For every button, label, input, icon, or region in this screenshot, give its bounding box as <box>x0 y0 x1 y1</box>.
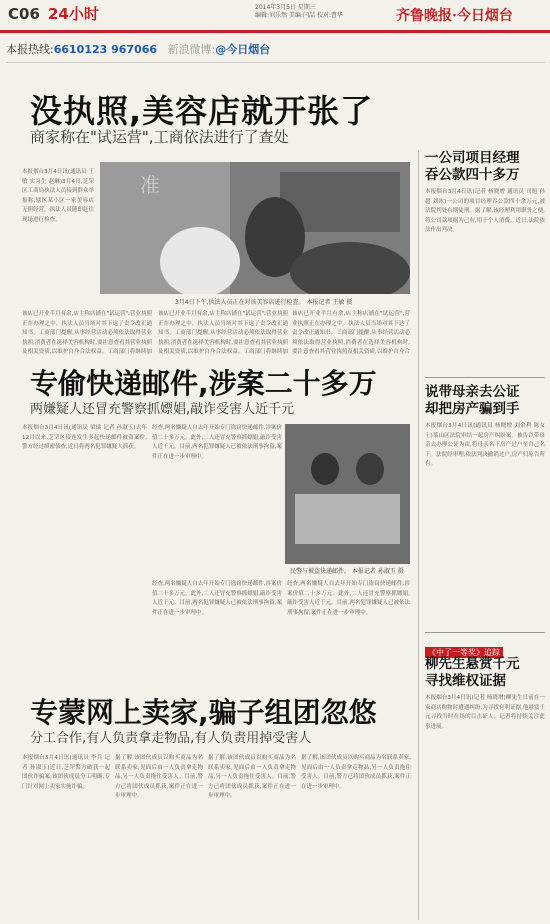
sidebar2-title <box>425 384 520 418</box>
sidebar2-body: 本报烟台3月4日讯(通讯员 杨晓增 刘金利 陈女士)莱山区法院审结一起房产纠纷案。被告以带母亲去办理公证为由,将母亲名下房产过户至自己名下。法院经审理,依法判决撤销过户,房产归原告所有。 <box>425 423 545 467</box>
article1-photo-graphic <box>100 162 410 294</box>
sidebar1-title-line2: 吞公款四十多万 <box>425 167 520 183</box>
sidebar2-title-line2: 却把房产骗到手 <box>425 401 520 417</box>
editor-text: 编辑:刘乐然 美编:闫喆 校对:曹华 <box>255 12 343 19</box>
article1-photo-caption: 3月4日下午,执法人员正在对该美容店进行检查。 本报记者 王敏 摄 <box>175 299 353 306</box>
article3-body-col3: 据了解,该团伙成员以购买商品为名联系卖家,见面后由一人负责拿走物品,另一人负责拖住受害人。目前,警方已将团伙成员抓获,案件正在进一步审理中。 <box>208 755 296 799</box>
hotline-numbers: 6610123 967066 <box>53 43 158 56</box>
sidebar1-body: 本报烟台3月4日讯(记者 杨晓增 通讯员 司旭 孙超 刘冰)一公司的项目经理吞公款四十余万元,被法院判处有期徒刑。据了解,该经理利用职务之便,将公司款项据为己有,用于个人消费。近日,法院依法作出判决。 <box>425 189 545 233</box>
article3-body-col4: 据了解,该团伙成员以购买商品为名联系卖家,见面后由一人负责拿走物品,另一人负责拖住受害人。目前,警方已将团伙成员抓获,案件正在进一步审理中。 <box>301 755 411 790</box>
article1-lead: 本报烟台3月4日讯(通讯员 王敏 实习生 赵琳)3月4日,芝罘区工商局执法人员接到群众举报称,辖区某小区一家美容店无照经营。执法人员随即赶往现场进行检查。 <box>22 169 94 223</box>
article2-subhead: 两嫌疑人还冒充警察抓嫖娼,敲诈受害人近千元 <box>30 402 295 417</box>
sidebar3-title-line1: 柳先生悬赏千元 <box>425 656 520 672</box>
article2-body-col2: 经查,两名嫌疑人自去年开始专门盗窃快递邮件,涉案价值二十多万元。此外,二人还冒充警察抓嫖娼,敲诈受害人近千元。目前,两名犯罪嫌疑人已被依法刑事拘留,案件正在进一步审理中。 <box>152 425 282 460</box>
article1-body-col1: 该店已开业半月有余,店主称店铺在"试运营",营业执照正在办理之中。执法人员当场对其下达了责令改正通知书。工商部门提醒,从事经营活动必须依法取得营业执照,消费者在选择美容机构时,要注意查看其营业执照及相关资质,以维护自身合法权益。工商部门将继续加 <box>22 311 152 355</box>
sidebar1-title <box>425 150 520 184</box>
weibo-label: 新浪微博: <box>167 43 216 56</box>
article2-photo-caption: 民警与被盗快递邮件。 本报记者 孙淑玉 摄 <box>290 568 404 575</box>
article2-body-col4: 经查,两名嫌疑人自去年开始专门盗窃快递邮件,涉案价值二十多万元。此外,二人还冒充警察抓嫖娼,敲诈受害人近千元。目前,两名犯罪嫌疑人已被依法刑事拘留,案件正在进一步审理中。 <box>287 581 410 616</box>
article3-lead: 本报烟台3月4日讯(通讯员 李兵 记者 孙淑玉)近日,芝罘警方破获一起团伙诈骗案,该团伙成员分工明确,专门针对网上卖家实施诈骗。 <box>22 755 110 790</box>
sidebar3-body: 本报烟台3月4日讯(记者 杨晓增)柳先生日前在一家商店购物时遭遇纠纷,为寻找有利证据,他悬赏千元寻找当时在场的目击证人。记者将持续关注此事进展。 <box>425 695 545 730</box>
hotline-label: 本报热线: <box>6 43 54 56</box>
svg-text:准: 准 <box>140 173 160 197</box>
sidebar-rule-1 <box>425 377 545 378</box>
article1-body-col2: 该店已开业半月有余,店主称店铺在"试运营",营业执照正在办理之中。执法人员当场对其下达了责令改正通知书。工商部门提醒,从事经营活动必须依法取得营业执照,消费者在选择美容机构时,要注意查看其营业执照及相关资质,以维护自身合法权益。工商部门将继续加 <box>158 311 288 355</box>
article2-headline: 专偷快递邮件,涉案二十多万 <box>30 367 377 400</box>
article3-body-col2: 据了解,该团伙成员以购买商品为名联系卖家,见面后由一人负责拿走物品,另一人负责拖住受害人。目前,警方已将团伙成员抓获,案件正在进一步审理中。 <box>115 755 203 799</box>
article2-body-col3: 经查,两名嫌疑人自去年开始专门盗窃快递邮件,涉案价值二十多万元。此外,二人还冒充警察抓嫖娼,敲诈受害人近千元。目前,两名犯罪嫌疑人已被依法刑事拘留,案件正在进一步审理中。 <box>152 581 282 616</box>
sidebar3-title-line2: 寻找维权证据 <box>425 673 506 689</box>
sidebar-rule-2 <box>425 632 545 633</box>
article1-photo <box>100 162 410 294</box>
hotline-bar <box>6 41 270 57</box>
sidebar3-title <box>425 656 520 690</box>
sidebar1-title-line1: 一公司项目经理 <box>425 150 520 166</box>
date-text: 2014年3月5日 星期三 <box>255 4 316 11</box>
article1-subhead: 商家称在"试运营",工商依法进行了查处 <box>30 128 289 146</box>
article2-photo <box>285 424 410 564</box>
sidebar2-title-line1: 说带母亲去公证 <box>425 384 520 400</box>
article1-headline: 没执照,美容店就开张了 <box>30 92 374 130</box>
top-bar <box>0 0 550 28</box>
sidebar-divider <box>418 150 419 920</box>
section-name: 24小时 <box>48 5 99 23</box>
masthead-logo: 齐鲁晚报·今日烟台 <box>396 8 513 24</box>
weibo-account: @今日烟台 <box>215 43 271 56</box>
sidebar3-kicker: 《中了一等奖》追踪 <box>425 647 503 658</box>
page-number: C06 <box>8 5 40 23</box>
article1-body-col3: 该店已开业半月有余,店主称店铺在"试运营",营业执照正在办理之中。执法人员当场对其下达了责令改正通知书。工商部门提醒,从事经营活动必须依法取得营业执照,消费者在选择美容机构时,要注意查看其营业执照及相关资质,以维护自身合 <box>292 311 410 355</box>
header-divider <box>0 30 550 33</box>
article2-lead: 本报烟台3月4日讯(通讯员 梁瑞 记者 孙淑玉)去年12月以来,芝罘区接连发生多起快递邮件被盗案件,警方经过缜密侦查,近日将两名犯罪嫌疑人抓获。 <box>22 425 147 450</box>
dateline <box>255 4 390 20</box>
hotline-divider <box>6 62 546 63</box>
article3-subhead: 分工合作,有人负责拿走物品,有人负责用掉受害人 <box>30 731 312 746</box>
article3-headline: 专蒙网上卖家,骗子组团忽悠 <box>30 696 377 729</box>
article2-photo-graphic <box>285 424 410 564</box>
